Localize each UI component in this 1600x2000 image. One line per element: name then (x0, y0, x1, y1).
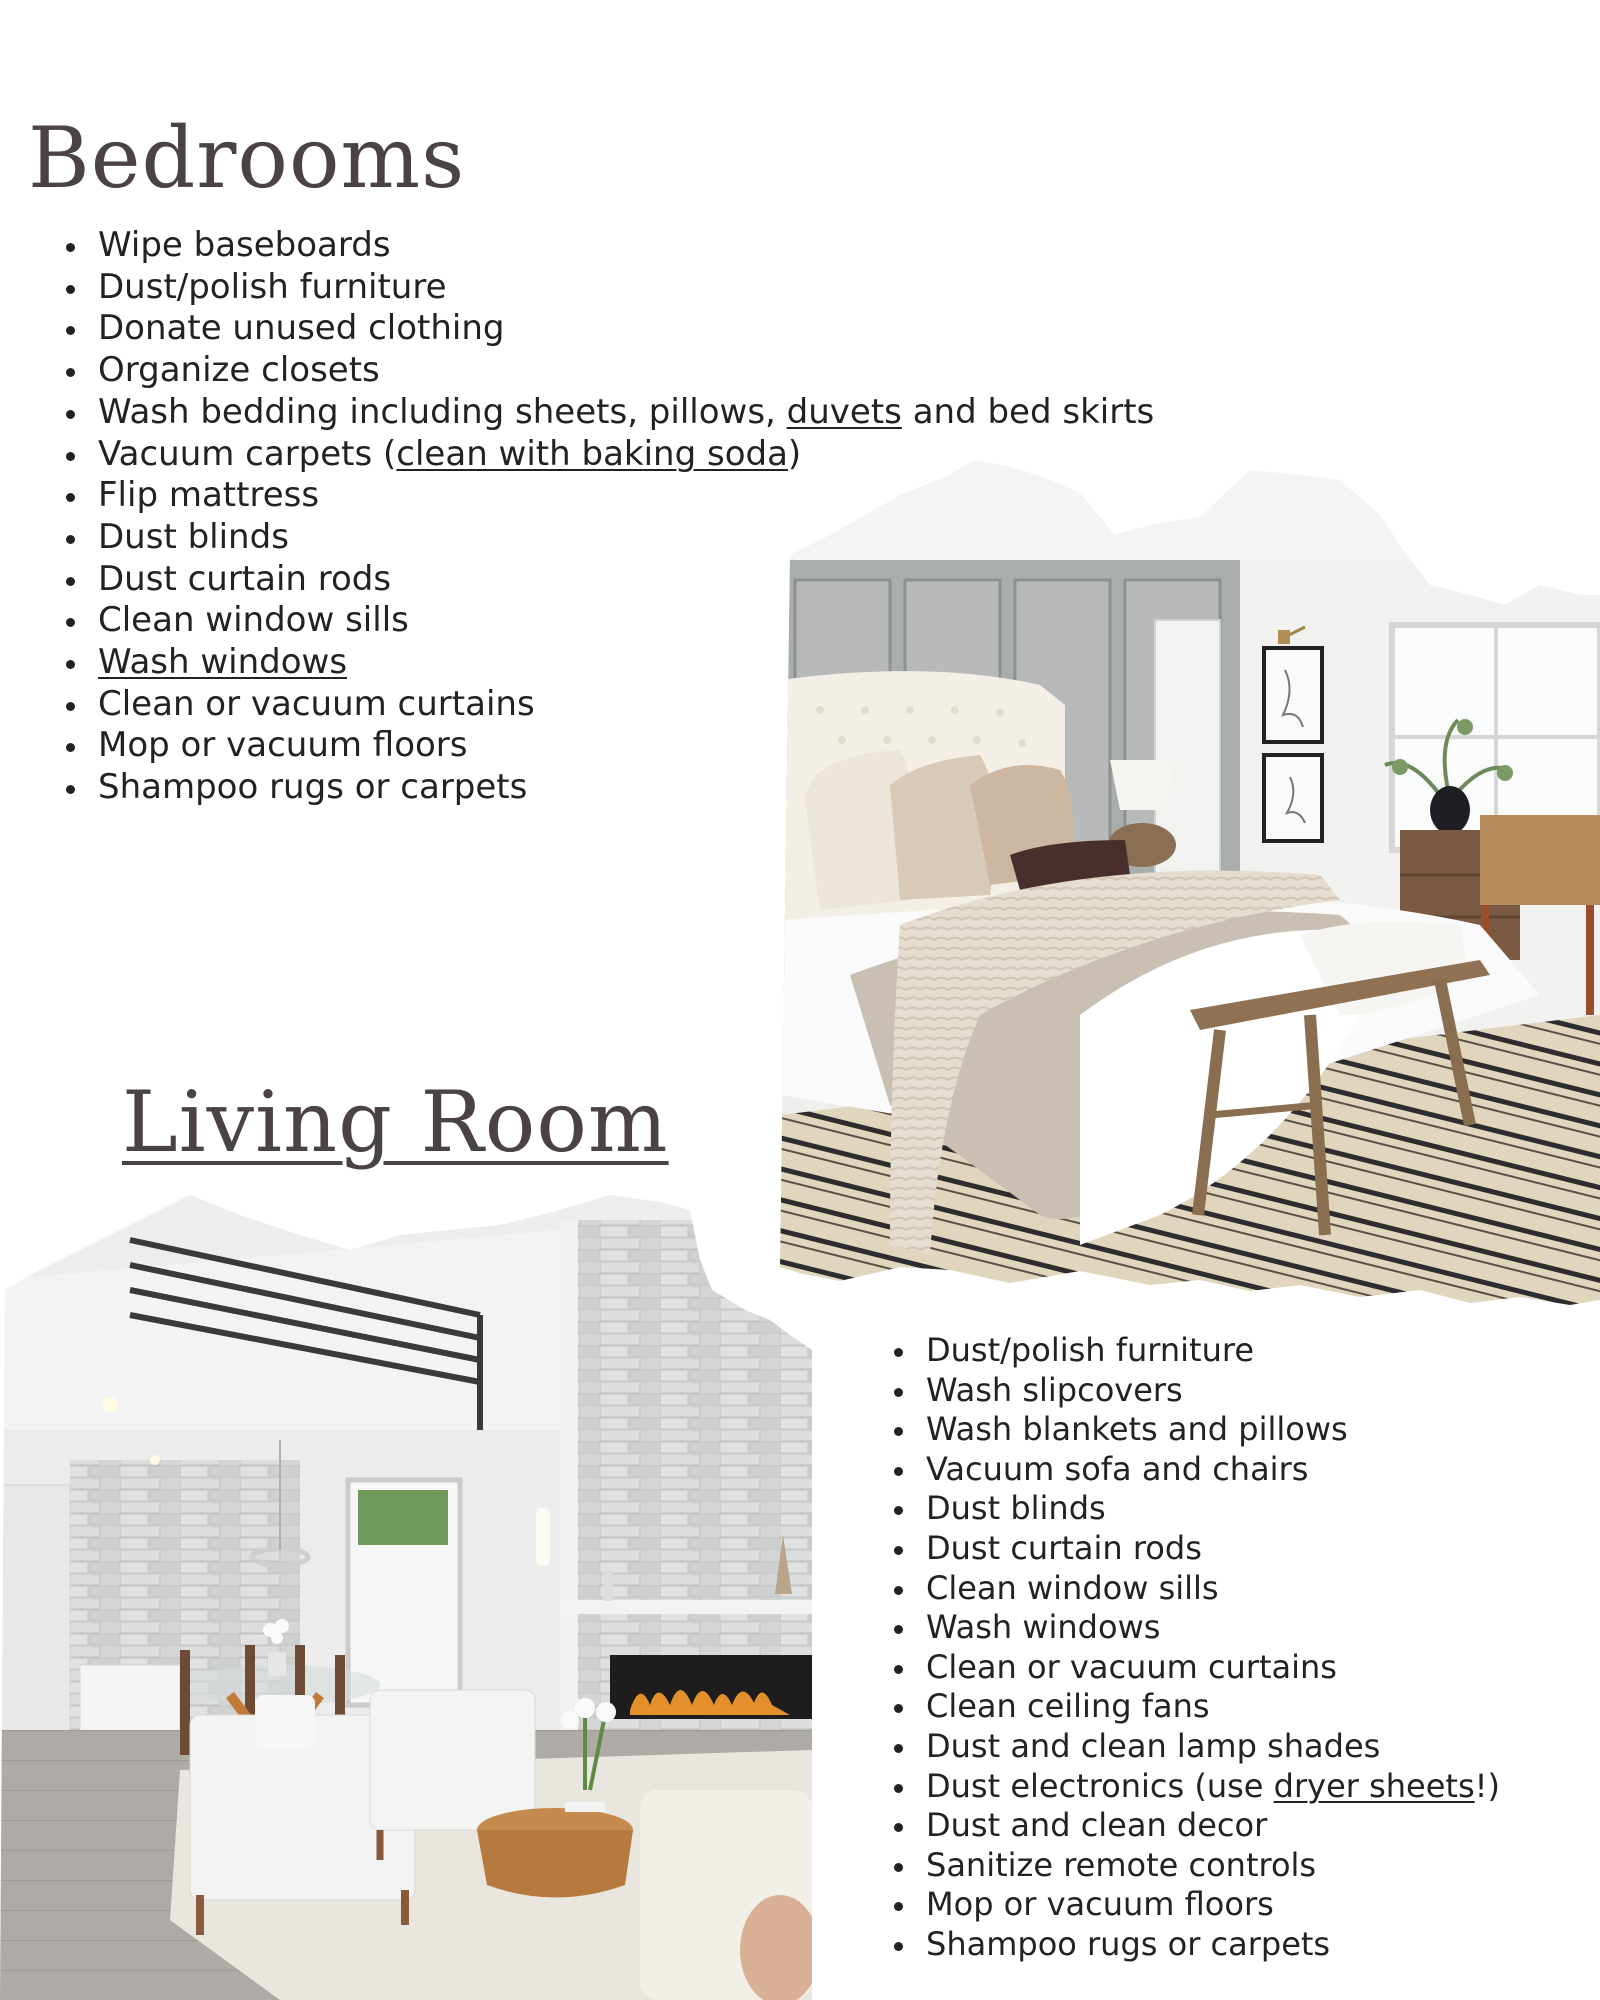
living-room-title: Living Room (122, 1073, 669, 1171)
checklist-item (90, 267, 1154, 309)
checklist-item-text: Dust and clean lamp shades (926, 1726, 1381, 1765)
checklist-item (918, 1371, 1500, 1411)
checklist-item (918, 1608, 1500, 1648)
checklist-item-text: !) (1474, 1766, 1500, 1805)
checklist-item (918, 1648, 1500, 1688)
checklist-item-link[interactable]: duvets (786, 391, 902, 432)
checklist-item-text: Wash windows (926, 1608, 1161, 1647)
checklist-item-text: Shampoo rugs or carpets (98, 767, 528, 808)
checklist-item-link[interactable]: clean with baking soda (396, 433, 788, 474)
checklist-item-text: Clean window sills (98, 600, 409, 641)
living-room-photo-icon (0, 1190, 812, 2000)
bedrooms-title: Bedrooms (28, 109, 466, 207)
checklist-item-text: Clean window sills (926, 1568, 1219, 1607)
checklist-item (918, 1846, 1500, 1886)
checklist-item-text: Clean or vacuum curtains (926, 1647, 1337, 1686)
checklist-item (918, 1806, 1500, 1846)
checklist-item (918, 1569, 1500, 1609)
checklist-item-text: and bed skirts (901, 391, 1155, 432)
checklist-item (918, 1489, 1500, 1529)
checklist-item-text: Organize closets (98, 350, 380, 391)
checklist-item (918, 1410, 1500, 1450)
checklist-item (90, 392, 1154, 434)
checklist-item (918, 1767, 1500, 1807)
checklist-item (918, 1885, 1500, 1925)
checklist-item-text: Wash slipcovers (926, 1370, 1183, 1409)
checklist-item-text: Flip mattress (98, 475, 320, 516)
checklist-item-text: Clean ceiling fans (926, 1687, 1210, 1726)
checklist-item-text: Wash bedding including sheets, pillows, (98, 391, 787, 432)
checklist-item (918, 1727, 1500, 1767)
checklist-item-text: Dust curtain rods (926, 1528, 1202, 1567)
checklist-item-text: Wash blankets and pillows (926, 1410, 1348, 1449)
checklist-item (918, 1925, 1500, 1965)
checklist-item-text: Shampoo rugs or carpets (926, 1924, 1331, 1963)
checklist-item-text: Dust/polish furniture (926, 1331, 1254, 1369)
checklist-item-text: Clean or vacuum curtains (98, 683, 535, 724)
checklist-item (918, 1331, 1500, 1371)
checklist-item (90, 308, 1154, 350)
checklist-item-text: Vacuum carpets ( (98, 433, 397, 474)
checklist-item (918, 1529, 1500, 1569)
checklist-item-text: Dust and clean decor (926, 1806, 1268, 1845)
checklist-item-text: ) (787, 433, 802, 474)
checklist-item (90, 350, 1154, 392)
checklist-item-text: Dust blinds (98, 516, 289, 557)
checklist-item-link[interactable]: dryer sheets (1273, 1766, 1475, 1805)
checklist-item-text: Mop or vacuum floors (926, 1885, 1274, 1924)
checklist-item-text: Sanitize remote controls (926, 1845, 1317, 1884)
checklist-item-text: Donate unused clothing (98, 308, 505, 349)
checklist-item-text: Vacuum sofa and chairs (926, 1449, 1309, 1488)
checklist-item-text: Dust curtain rods (98, 558, 392, 599)
checklist-item (918, 1450, 1500, 1490)
bedroom-photo-icon (780, 455, 1600, 1310)
checklist-item (90, 225, 1154, 267)
checklist-item-link[interactable]: Wash windows (98, 642, 348, 683)
living-room-checklist (883, 1331, 1500, 1965)
checklist-item-text: Dust blinds (926, 1489, 1106, 1528)
checklist-item-text: Mop or vacuum floors (98, 725, 468, 766)
checklist-item-text: Wipe baseboards (98, 225, 391, 265)
checklist-item-text: Dust/polish furniture (98, 266, 447, 307)
checklist-item-text: Dust electronics (use (926, 1766, 1274, 1805)
checklist-item (918, 1687, 1500, 1727)
